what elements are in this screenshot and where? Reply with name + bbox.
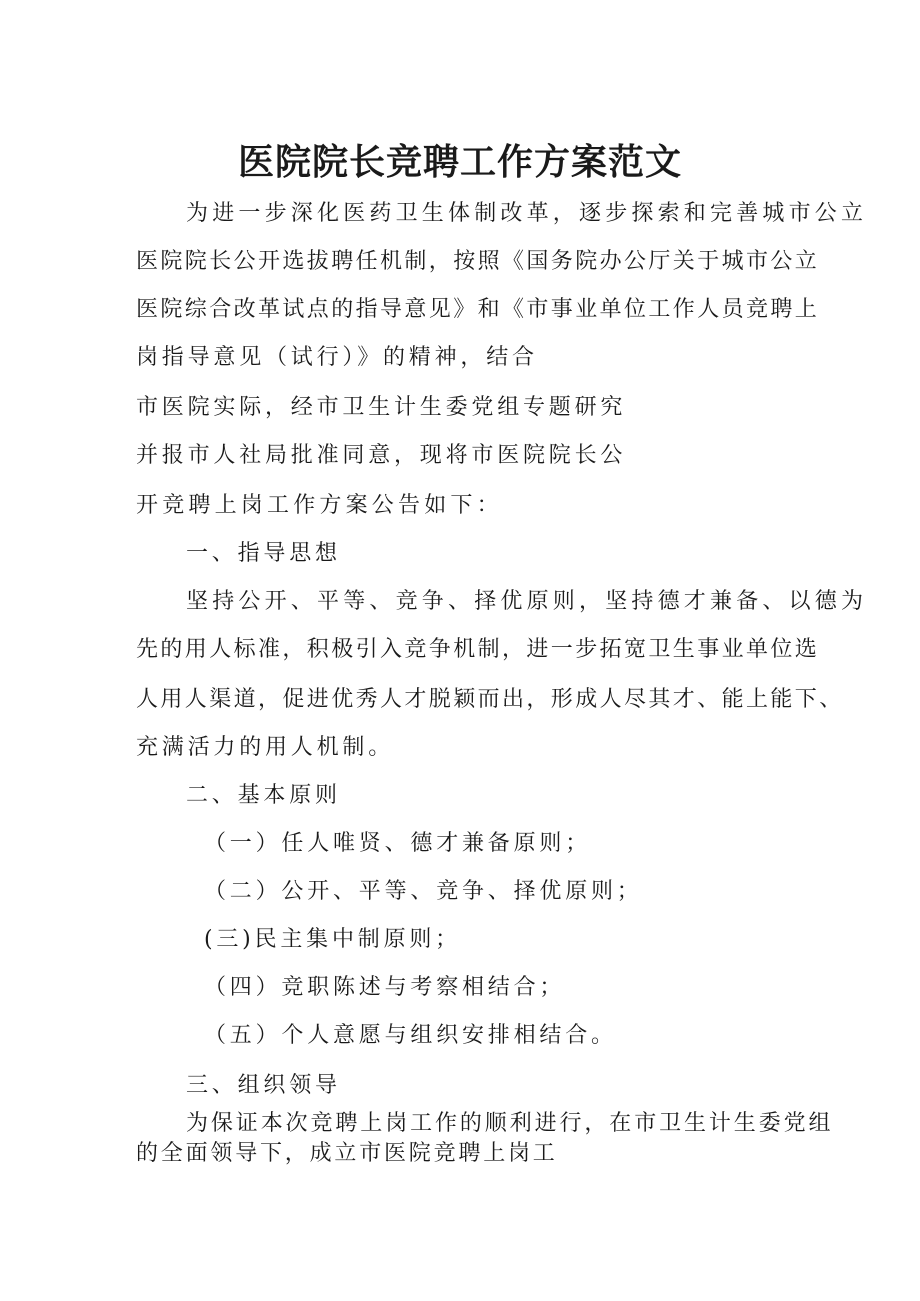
paragraph-line: 为进一步深化医药卫生体制改革，逐步探索和完善城市公立 bbox=[186, 201, 868, 226]
list-item: (三)民主集中制原则； bbox=[204, 927, 461, 952]
paragraph-line: 人用人渠道，促进优秀人才脱颖而出，形成人尽其才、能上能下、 bbox=[136, 687, 844, 712]
paragraph-line: 的全面领导下，成立市医院竞聘上岗工 bbox=[136, 1141, 558, 1166]
paragraph-line: 并报市人社局批准同意，现将市医院院长公 bbox=[136, 443, 627, 468]
paragraph-line: 开竞聘上岗工作方案公告如下： bbox=[136, 493, 503, 518]
paragraph-line: 为保证本次竞聘上岗工作的顺利进行，在市卫生计生委党组 bbox=[186, 1111, 834, 1136]
list-item: （一）任人唯贤、德才兼备原则； bbox=[204, 831, 592, 856]
paragraph-line: 岗指导意见（试行）》的精神，结合 bbox=[136, 345, 538, 370]
section-heading: 三、组织领导 bbox=[186, 1073, 341, 1098]
section-heading: 一、指导思想 bbox=[186, 541, 341, 566]
list-item: （二）公开、平等、竞争、择优原则； bbox=[204, 879, 643, 904]
paragraph-line: 充满活力的用人机制。 bbox=[136, 735, 395, 760]
paragraph-line: 医院综合改革试点的指导意见》和《市事业单位工作人员竞聘上 bbox=[136, 297, 820, 322]
section-heading: 二、基本原则 bbox=[186, 783, 341, 808]
paragraph-line: 坚持公开、平等、竞争、择优原则，坚持德才兼备、以德为 bbox=[186, 589, 868, 614]
document-title: 医院院长竞聘工作方案范文 bbox=[237, 142, 682, 183]
paragraph-line: 先的用人标准，积极引入竞争机制，进一步拓宽卫生事业单位选 bbox=[136, 637, 820, 662]
paragraph-line: 市医院实际，经市卫生计生委党组专题研究 bbox=[136, 395, 627, 420]
paragraph-line: 医院院长公开选拔聘任机制，按照《国务院办公厅关于城市公立 bbox=[136, 249, 820, 274]
list-item: （四）竞职陈述与考察相结合； bbox=[204, 975, 566, 1000]
list-item: （五）个人意愿与组织安排相结合。 bbox=[204, 1023, 617, 1048]
